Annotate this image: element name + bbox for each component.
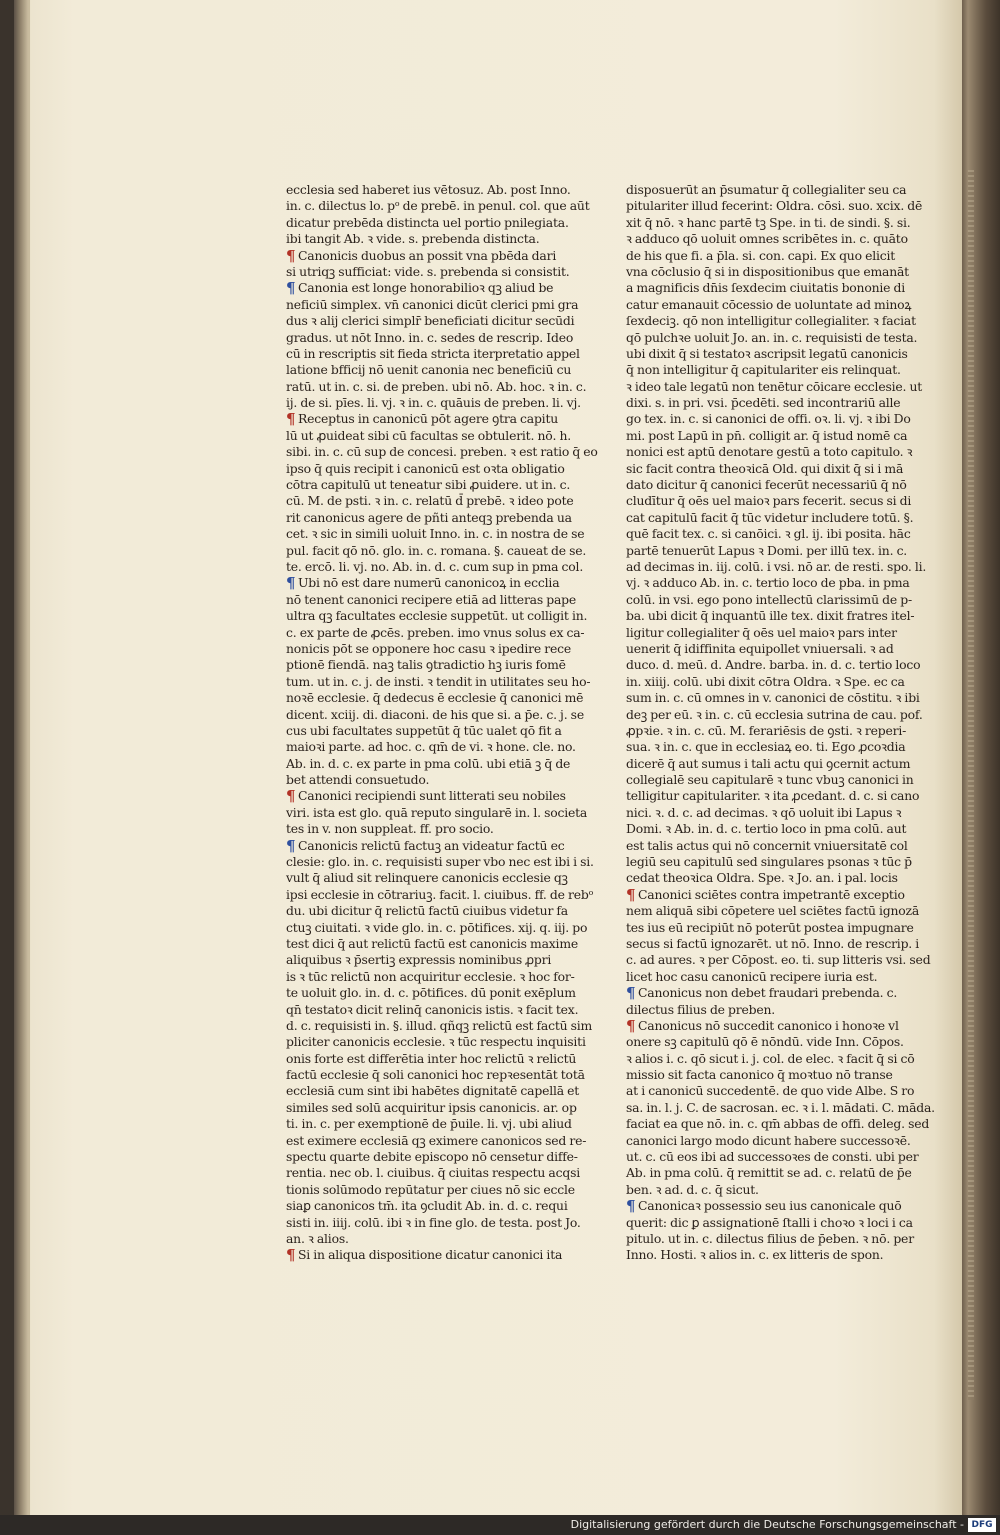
text-line-content: tum. ut in. c. j. de insti. ꝛ tendit in utilitates seu ho- — [286, 673, 591, 689]
text-line — [286, 1198, 568, 1214]
text-line — [626, 903, 920, 919]
text-line — [626, 231, 908, 247]
text-line — [626, 1165, 912, 1181]
text-line-content: vj. ꝛ adduco Ab. in. c. tertio loco de pba. in pma — [626, 575, 910, 591]
text-line-content: test dici q̄ aut relictū factū est canonicis maxime — [286, 935, 578, 951]
text-line-content: Si in aliqua dispositione dicatur canonici ita — [298, 1247, 563, 1263]
text-line — [286, 673, 591, 690]
text-line — [626, 625, 900, 641]
text-line — [286, 1246, 563, 1265]
text-line-content: d. c. requisisti in. §. illud. qñqꝫ relictū est factū sim — [286, 1017, 593, 1033]
text-line — [626, 1116, 930, 1132]
text-line-content: dixi. s. in pri. vsi. p̄cedēti. sed incontrariū alle — [626, 395, 901, 411]
text-line-content: nici. ꝛ. d. c. ad decimas. ꝛ qō uoluit ibi Lapus ꝛ — [626, 804, 902, 820]
text-line — [626, 1050, 915, 1067]
text-line-content: pitulo. ut in. c. dilectus filius de p̄eben. ꝛ nō. per — [626, 1231, 914, 1246]
text-line-content: ba. ubi dicit q̄ inquantū ille tex. dixit fratres itel- — [626, 608, 915, 624]
pilcrow-icon: ¶ — [286, 410, 296, 429]
text-line — [626, 575, 910, 591]
text-line — [286, 1050, 577, 1067]
text-line — [286, 362, 572, 378]
text-line — [626, 296, 912, 313]
text-line-content: factū ecclesie q̄ soli canonici hoc repꝛesentāt totā — [286, 1067, 585, 1083]
text-line — [286, 1001, 579, 1018]
text-line-content: Canonicaꝛ possessio seu ius canonicale quō — [638, 1198, 902, 1214]
text-line — [286, 1083, 580, 1099]
text-line — [626, 1198, 900, 1214]
text-line-content: ben. ꝛ ad. d. c. q̄ sicut. — [626, 1181, 759, 1197]
text-line-content: duco. d. meū. d. Andre. barba. in. d. c. tertio loco — [626, 657, 921, 673]
text-line — [626, 1182, 900, 1198]
text-line — [286, 313, 575, 329]
text-line-content: secus si factū ignozarēt. ut nō. Inno. de rescrip. i — [626, 935, 920, 951]
text-line — [626, 1018, 900, 1034]
text-line — [286, 952, 552, 968]
text-line-content: Canonici recipiendi sunt litterati seu nobiles — [298, 788, 566, 804]
text-line-content: sa. in. l. j. C. de sacrosan. ec. ꝛ i. l. mādati. C. māda. — [626, 1099, 935, 1115]
text-line-content: ipsi ecclesie in cōtrariuꝫ. facit. l. ciuibus. ff. de rebᵒ — [286, 886, 594, 902]
text-line-content: cū. M. de psti. ꝛ in. c. relatū d̄ prebē. ꝛ ideo pote — [286, 493, 574, 509]
text-line — [286, 608, 588, 624]
text-line-content: maioꝛi parte. ad hoc. c. qm̄ de vi. ꝛ hone. cle. no. — [286, 739, 576, 755]
text-line-content: neficiū simplex. vn̄ canonici dicūt clerici pmi gra — [286, 296, 579, 312]
text-line-content: sibi. in. c. cū sup de concesi. preben. ꝛ est ratio q̄ eo — [286, 444, 598, 460]
text-line — [286, 1132, 587, 1149]
text-line-content: missio sit facta canonico q̄ moꝛtuo nō transe — [626, 1067, 893, 1083]
text-line — [286, 460, 565, 477]
text-line — [286, 706, 584, 723]
text-line-content: vult q̄ aliud sit relinquere canonicis ecclesie qꝫ — [286, 870, 568, 886]
text-line-content: cat capitulū facit q̄ tūc videtur includere totū. §. — [626, 509, 914, 525]
pilcrow-icon: ¶ — [286, 1246, 296, 1265]
text-line-content: rit canonicus agere de pñti anteqꝫ prebenda ua — [286, 509, 572, 525]
text-line — [286, 410, 559, 429]
text-line-content: cludītur q̄ oēs uel maioꝛ pars fecerit. secus si di — [626, 493, 912, 509]
text-line-content: partē tenuerūt Lapus ꝛ Domi. per illū tex. in. c. — [626, 542, 908, 558]
text-line — [626, 395, 900, 411]
text-line — [286, 246, 557, 265]
text-line-content: ad decimas in. iij. colū. i vsi. nō ar. de resti. spo. li. — [626, 558, 927, 574]
text-line-content: si utriqꝫ sufficiat: vide. s. prebenda si consistit. — [286, 263, 570, 279]
text-line — [626, 1231, 914, 1247]
text-line — [626, 542, 908, 559]
text-line-content: nonici est aptū denotare gestū a toto capitulo. ꝛ — [626, 444, 913, 460]
text-line — [626, 1149, 919, 1165]
text-line-content: te. ercō. li. vj. no. Ab. in. d. c. cum sup in pma col. — [286, 558, 584, 574]
text-line — [286, 985, 576, 1001]
text-line — [626, 885, 905, 904]
text-line — [626, 755, 911, 772]
text-line — [626, 263, 909, 280]
text-line — [626, 870, 900, 886]
text-line — [626, 854, 912, 870]
text-line-content: collegialē seu capitularē ꝛ tunc vbuꝫ canonici in — [626, 772, 914, 788]
text-line — [286, 279, 554, 298]
text-line — [626, 673, 905, 690]
text-line — [626, 477, 907, 493]
text-line-content: qn̄ testatoꝛ dicit relinq̄ canonicis istis. ꝛ facit tex. — [286, 1001, 579, 1017]
text-line-content: de his que fi. a p̄la. si. con. capi. Ex quo elicit — [626, 247, 896, 263]
dfg-logo: DFG — [968, 1518, 996, 1532]
pilcrow-icon: ¶ — [626, 1016, 636, 1035]
text-line — [286, 1181, 575, 1198]
text-line — [286, 1231, 548, 1247]
text-line — [286, 329, 574, 346]
text-line-content: cus ubi facultates suppetūt q̄ tūc ualet qō fit a — [286, 722, 562, 738]
text-line — [626, 985, 900, 1001]
text-line — [286, 968, 575, 985]
text-line — [286, 1099, 577, 1116]
text-line-content: Ubi nō est dare numerū canonicoꝝ in ecclia — [298, 575, 560, 591]
page-gutter-shadow — [14, 0, 30, 1515]
text-line-content: disposuerūt an p̄sumatur q̄ collegialiter seu ca — [626, 182, 907, 197]
text-line-content: a magnificis dn̄is ſexdecim ciuitatis bononie di — [626, 280, 906, 296]
text-line — [286, 214, 569, 231]
pilcrow-icon: ¶ — [286, 246, 296, 265]
text-line — [626, 657, 921, 673]
text-line — [286, 558, 584, 575]
text-line-content: pitulariter illud fecerint: Oldra. cōsi. suo. xcix. dē — [626, 198, 923, 214]
text-line — [286, 1017, 593, 1034]
text-line-content: dilectus filius de preben. — [626, 1001, 776, 1017]
text-line — [286, 345, 580, 362]
text-line — [286, 263, 570, 280]
text-line — [286, 591, 577, 608]
text-line — [286, 574, 560, 593]
text-line-content: Domi. ꝛ Ab. in. d. c. tertio loco in pma colū. aut — [626, 821, 907, 837]
text-line-content: at i canonicū succedentē. de quo vide Albe. S ro — [626, 1083, 915, 1099]
text-line — [626, 1132, 911, 1149]
text-line-content: dus ꝛ alij clerici simplr̄ beneficiati dicitur secūdi — [286, 313, 575, 329]
text-line — [626, 1002, 900, 1018]
text-line-content: deꝫ per eū. ꝛ in. c. cū ecclesia sutrina de cau. pof. — [626, 706, 923, 722]
text-line — [626, 706, 923, 723]
text-line-content: siaꝑ canonicos tm̄. ita ꝯcludit Ab. in. d. c. requi — [286, 1198, 568, 1214]
text-line-content: vna cōclusio q̄ si in dispositionibus que emanāt — [626, 263, 909, 279]
text-line-content: uenerit q̄ idiffinita equipollet vniuersali. ꝛ ad — [626, 640, 894, 656]
text-line — [626, 1099, 935, 1116]
text-line-content: canonici largo modo dicunt habere successoꝛē. — [626, 1132, 911, 1148]
text-line — [286, 903, 568, 919]
text-line — [626, 460, 904, 477]
text-line — [286, 722, 562, 739]
text-line — [286, 427, 571, 444]
text-line-content: bet attendi consuetudo. — [286, 772, 430, 788]
pilcrow-icon: ¶ — [286, 836, 296, 855]
text-line — [286, 296, 579, 313]
text-line-content: ratū. ut in. c. si. de preben. ubi nō. Ab. hoc. ꝛ in. c. — [286, 378, 587, 394]
text-line-content: q̄ non intelligitur q̄ capitulariter eis relinquat. — [626, 362, 901, 378]
text-line — [626, 313, 916, 329]
text-line — [626, 362, 900, 378]
text-line-content: licet hoc casu canonicū recipere iuria est. — [626, 968, 878, 984]
text-line-content: c. ad aures. ꝛ per Cōpost. eo. ti. sup litteris vsi. sed — [626, 952, 931, 968]
text-line — [626, 345, 908, 362]
text-line — [286, 690, 584, 706]
text-line — [286, 870, 568, 886]
text-line-content: ti. in. c. per exemptionē de p̄uile. li. vj. ubi aliud — [286, 1116, 572, 1132]
text-line-content: ubi dixit q̄ si testatoꝛ ascripsit legatū canonicis — [626, 345, 908, 361]
text-line — [286, 854, 594, 870]
text-line-content: ꝛ adduco qō uoluit omnes scribētes in. c. quāto — [626, 231, 908, 247]
text-line-content: ctuꝫ ciuitati. ꝛ vide glo. in. c. pōtifices. xij. q. iij. po — [286, 919, 588, 935]
text-line-content: ut. c. cū eos ibi ad successoꝛes de consti. ubi per — [626, 1149, 919, 1165]
text-line — [286, 378, 587, 395]
text-line — [286, 657, 566, 673]
text-line — [626, 280, 906, 296]
text-line — [286, 477, 571, 493]
text-line-content: Canonicus nō succedit canonico i honoꝛe vl — [638, 1017, 899, 1033]
text-line — [286, 1149, 578, 1165]
text-line-content: cōtra capitulū ut teneatur sibi ꝓuidere. ut in. c. — [286, 477, 571, 493]
text-line-content: latione bfficij nō uenit canonia nec beneficiū cu — [286, 362, 572, 378]
text-line-content: ꝛ ideo tale legatū non tenētur cōicare ecclesie. ut — [626, 378, 923, 394]
text-line-content: colū. in vsi. ego pono intellectū clarissimū de p- — [626, 591, 912, 607]
text-line-content: spectu quarte debite episcopo nō censetur diffe- — [286, 1149, 578, 1165]
text-line — [286, 919, 588, 936]
text-line — [626, 1034, 904, 1050]
text-line — [286, 493, 574, 509]
text-line — [286, 787, 566, 806]
text-column-right — [626, 182, 935, 1264]
text-line — [626, 805, 900, 821]
text-line-content: onis forte est differētia inter hoc relictū ꝛ relictū — [286, 1050, 577, 1066]
text-line-content: ꝛ alios i. c. qō sicut i. j. col. de elec. ꝛ facit q̄ si cō — [626, 1050, 915, 1066]
pilcrow-icon: ¶ — [286, 574, 296, 593]
text-line-content: pul. facit qō nō. glo. in. c. romana. §. caueat de se. — [286, 542, 587, 558]
text-line — [286, 935, 578, 952]
text-line-content: ij. de si. pīes. li. vj. ꝛ in. c. quāuis de preben. li. vj. — [286, 395, 581, 411]
text-line-content: c. ex parte de ꝓcēs. preben. imo vnus solus ex ca- — [286, 624, 585, 640]
text-line-content: Canonicus non debet fraudari prebenda. c. — [638, 985, 898, 1001]
text-line — [286, 1067, 585, 1083]
text-line — [286, 640, 571, 657]
text-line — [286, 198, 590, 214]
text-line-content: cedat theoꝛica Oldra. Spe. ꝛ Jo. an. i pal. locis — [626, 870, 898, 886]
text-line-content: ligitur collegialiter q̄ oēs uel maioꝛ pars inter — [626, 624, 897, 640]
text-line — [626, 952, 931, 968]
text-line-content: catur emanauit cōcessio de uoluntate ad minoꝝ — [626, 296, 912, 312]
text-line-content: similes sed solū acquiritur ipsis canonicis. ar. op — [286, 1099, 577, 1115]
text-line — [286, 444, 598, 460]
text-line-content: Receptus in canonicū pōt agere ꝯtra capitu — [298, 411, 559, 427]
text-line-content: Ab. in. d. c. ex parte in pma colū. ubi etiā ꝫ q̄ de — [286, 755, 571, 771]
text-line — [626, 509, 914, 526]
text-line — [626, 919, 914, 936]
text-line-content: te uoluit glo. in. d. c. pōtifices. dū ponit exēplum — [286, 985, 576, 1001]
text-line — [286, 739, 576, 755]
text-line-content: du. ubi dicitur q̄ relictū factū ciuibus videtur fa — [286, 903, 568, 919]
text-line — [286, 1165, 581, 1181]
text-line — [626, 608, 915, 624]
text-line-content: mi. post Lapū in pn̄. colligit ar. q̄ istud nomē ca — [626, 427, 908, 443]
text-line-content: Canonia est longe honorabilioꝛ qꝫ aliud be — [298, 280, 554, 296]
text-line-content: cet. ꝛ sic in simili uoluit Inno. in. c. in nostra de se — [286, 526, 585, 542]
text-line-content: querit: dic ꝑ assignationē ſtalli i choꝛo ꝛ loci i ca — [626, 1214, 913, 1230]
text-line-content: est talis actus qui nō concernit vniuersitatē col — [626, 837, 908, 853]
text-line — [626, 591, 912, 608]
text-line-content: gradus. ut nōt Inno. in. c. sedes de rescrip. Ideo — [286, 329, 574, 345]
text-line-content: onere sꝫ capitulū qō ē nōndū. vide Inn. Cōpos. — [626, 1034, 904, 1050]
text-line — [286, 1034, 586, 1050]
text-line-content: ibi tangit Ab. ꝛ vide. s. prebenda distincta. — [286, 231, 540, 247]
text-line-content: ipso q̄ quis recipit i canonicū est oꝛta obligatio — [286, 460, 565, 476]
text-line — [286, 755, 571, 772]
text-line-content: ultra qꝫ facultates ecclesie suppetūt. ut colligit in. — [286, 608, 588, 624]
text-line-content: sic facit contra theoꝛicā Old. qui dixit q̄ si i mā — [626, 460, 904, 476]
text-line-content: lū ut ꝓuideat sibi cū facultas se obtulerit. nō. h. — [286, 427, 571, 443]
text-line-content: nō tenent canonici recipere etiā ad litteras pape — [286, 591, 577, 607]
book-page-stack — [968, 170, 974, 1400]
text-line — [626, 329, 918, 346]
text-line — [626, 969, 900, 985]
text-line-content: sisti in. iiij. colū. ibi ꝛ in fine glo. de testa. post Jo. — [286, 1214, 581, 1230]
text-line — [626, 427, 908, 444]
text-line — [626, 788, 920, 804]
text-line-content: legiū seu capitulū sed singulares psonas ꝛ tūc p̄ — [626, 854, 912, 870]
text-line — [626, 739, 906, 755]
text-line-content: tionis solūmodo repūtatur per ciues nō sic eccle — [286, 1181, 575, 1197]
text-line — [626, 1067, 900, 1083]
text-line — [626, 772, 914, 788]
text-line-content: tes ius eū recipiūt nō poterūt postea impugnare — [626, 919, 914, 935]
text-line — [626, 722, 907, 739]
text-line-content: Ab. in pma colū. q̄ remittit se ad. c. relatū de p̄e — [626, 1165, 912, 1181]
text-line — [286, 542, 587, 559]
text-line — [626, 526, 911, 542]
text-line — [626, 1247, 900, 1263]
text-line-content: rentia. nec ob. l. ciuibus. q̄ ciuitas respectu acqsi — [286, 1165, 581, 1181]
text-line-content: ptionē fiendā. naꝫ talis ꝯtradictio hꝫ iuris fomē — [286, 657, 566, 673]
text-line — [626, 1214, 913, 1231]
text-line — [286, 1214, 581, 1231]
text-line — [626, 248, 900, 264]
text-line-content: clesie: glo. in. c. requisisti super vbo nec est ibi i si. — [286, 854, 594, 870]
text-line-content: viri. ista est glo. quā reputo singularē in. l. societa — [286, 804, 588, 820]
text-line-content: is ꝛ tūc relictū non acquiritur ecclesie. ꝛ hoc for- — [286, 968, 575, 984]
text-line-content: quē facit tex. c. si canōici. ꝛ gl. ij. ibi posita. hāc — [626, 526, 911, 542]
pilcrow-icon: ¶ — [286, 279, 296, 298]
text-line-content: nem aliquā sibi cōpetere uel sciētes factū ignozā — [626, 903, 920, 919]
text-column-left — [286, 182, 598, 1265]
text-line — [286, 836, 565, 855]
text-line — [286, 821, 548, 837]
text-line — [286, 526, 585, 542]
text-line — [626, 837, 908, 854]
text-line — [626, 198, 923, 214]
text-line-content: noꝛē ecclesie. q̄ dedecus ē ecclesie q̄ canonici mē — [286, 690, 584, 706]
text-line — [626, 411, 911, 427]
text-line-content: Canonici sciētes contra impetrantē exceptio — [638, 886, 905, 902]
pilcrow-icon: ¶ — [626, 885, 636, 904]
text-line — [286, 804, 588, 821]
text-line — [626, 493, 912, 509]
text-line — [626, 1083, 915, 1099]
text-line-content: xit q̄ nō. ꝛ hanc partē tꝫ Spe. in ti. de sindi. §. si. — [626, 214, 911, 230]
text-line-content: ꝓpꝛie. ꝛ in. c. cū. M. ferariēsis de ꝯsti. ꝛ reperi- — [626, 722, 907, 738]
text-line — [626, 935, 920, 952]
text-line-content: in. c. dilectus lo. pᵒ de prebē. in penul. col. que aūt — [286, 198, 590, 214]
text-line-content: dato dicitur q̄ canonici fecerūt necessariū q̄ nō — [626, 477, 907, 493]
text-line-content: dicent. xciij. di. diaconi. de his que si. a p̄e. c. j. se — [286, 706, 584, 722]
text-line — [286, 182, 571, 198]
text-line — [626, 214, 911, 231]
text-line-content: in. xiiij. colū. ubi dixit cōtra Oldra. ꝛ Spe. ec ca — [626, 673, 905, 689]
text-line — [286, 231, 548, 247]
text-line — [626, 378, 923, 395]
text-line — [286, 1116, 572, 1132]
text-line-content: dicatur prebēda distincta uel portio pnilegiata. — [286, 214, 569, 230]
text-line-content: sum in. c. cū omnes in v. canonici de cōstitu. ꝛ ibi — [626, 690, 920, 706]
text-line-content: faciat ea que nō. in. c. qm̄ abbas de offi. deleg. sed — [626, 1116, 930, 1132]
text-line-content: qō pulchꝛe uoluit Jo. an. in. c. requisisti de testa. — [626, 329, 918, 345]
text-line — [626, 558, 927, 575]
text-line-content: pliciter canonicis ecclesie. ꝛ tūc respectu inquisiti — [286, 1034, 586, 1050]
text-line-content: cū in rescriptis sit fieda stricta iterpretatio appel — [286, 345, 580, 361]
pilcrow-icon: ¶ — [286, 787, 296, 806]
text-line — [626, 182, 907, 198]
text-line-content: est eximere ecclesiā qꝫ eximere canonicos sed re- — [286, 1132, 587, 1148]
funding-credit: Digitalisierung gefördert durch die Deutsche Forschungsgemeinschaft - — [570, 1518, 964, 1531]
text-line — [286, 395, 581, 411]
pilcrow-icon: ¶ — [626, 984, 636, 1003]
footer — [0, 1515, 1000, 1535]
text-line-content: aliquibus ꝛ p̄sertiꝫ expressis nominibus ꝓpri — [286, 952, 552, 968]
text-line-content: an. ꝛ alios. — [286, 1231, 349, 1246]
text-line-content: tes in v. non suppleat. ff. pro socio. — [286, 821, 494, 837]
text-line-content: go tex. in. c. si canonici de offi. oꝛ. li. vj. ꝛ ibi Do — [626, 411, 911, 427]
text-line — [286, 624, 585, 641]
text-line-content: telligitur capitulariter. ꝛ ita ꝓcedant. d. c. si cano — [626, 788, 920, 804]
text-line — [286, 886, 594, 903]
text-line — [286, 509, 572, 526]
text-line — [626, 641, 900, 657]
text-line-content: nonicis pōt se opponere hoc casu ꝛ ipedire rece — [286, 640, 571, 656]
text-line — [626, 690, 920, 706]
text-line-content: sua. ꝛ in. c. que in ecclesiaꝝ eo. ti. Ego ꝓcoꝛdia — [626, 739, 906, 755]
text-line-content: ecclesiā cum sint ibi habētes dignitatē capellā et — [286, 1083, 580, 1099]
text-line — [286, 772, 548, 788]
text-line-content: ecclesia sed haberet ius vētosuz. Ab. post Inno. — [286, 182, 571, 197]
text-line — [626, 444, 913, 460]
text-line — [626, 821, 907, 837]
text-line-content: dicerē q̄ aut sumus i tali actu qui ꝯcernit actum — [626, 755, 911, 771]
text-line-content: Canonicis duobus an possit vna pbēda dari — [298, 247, 557, 263]
text-line-content: Canonicis relictū factuꝫ an videatur factū ec — [298, 837, 565, 853]
pilcrow-icon: ¶ — [626, 1197, 636, 1216]
text-line-content: ſexdeciꝫ. qō non intelligitur collegialiter. ꝛ faciat — [626, 313, 916, 329]
text-line-content: Inno. Hosti. ꝛ alios in. c. ex litteris de spon. — [626, 1247, 884, 1263]
